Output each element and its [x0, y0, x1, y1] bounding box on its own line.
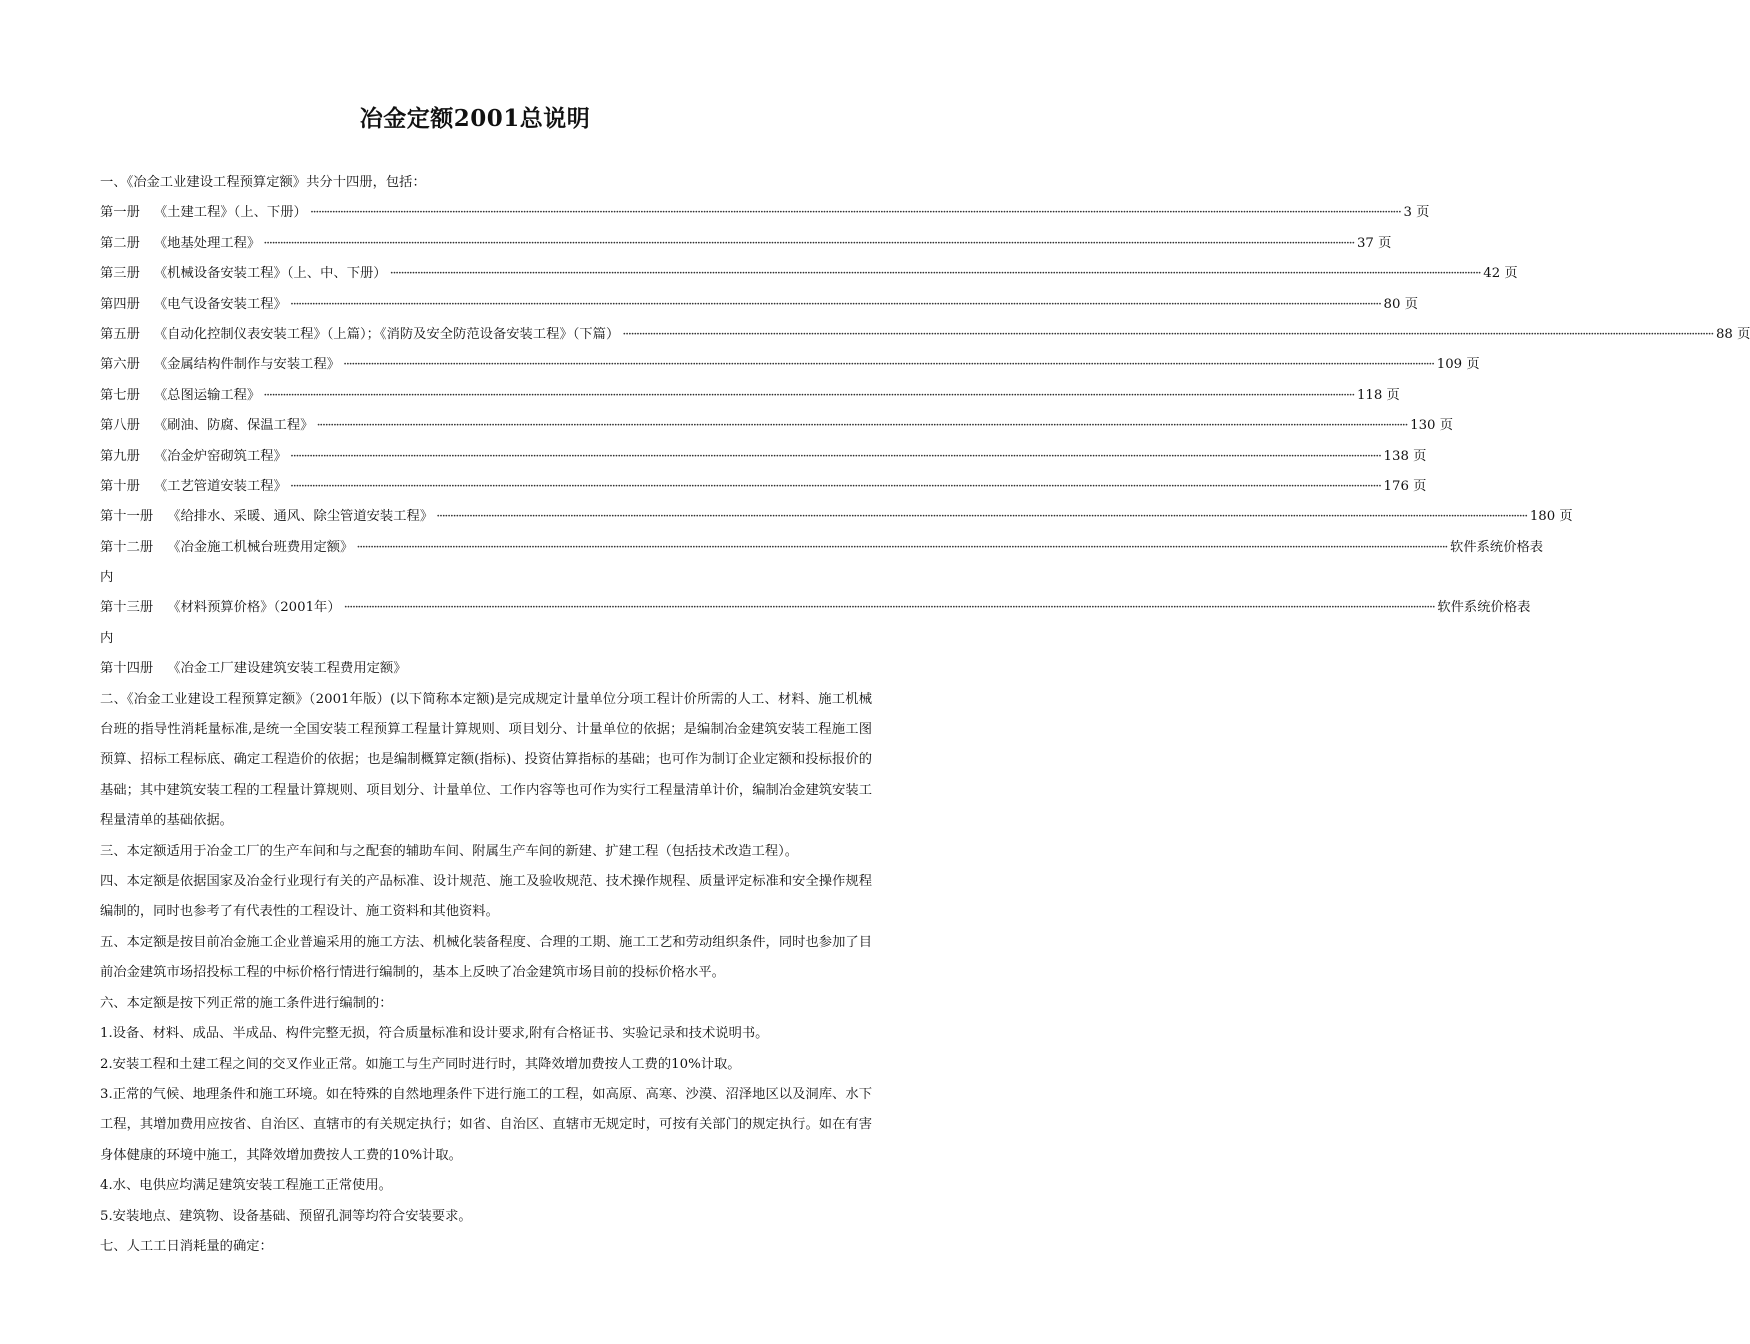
toc-last-entry — [100, 654, 872, 684]
document-body — [100, 168, 1750, 1262]
toc-title: 《地基处理工程》 — [153, 235, 261, 251]
toc-wrap-text: 内 — [100, 630, 114, 646]
toc-entry — [100, 533, 1544, 563]
toc-page-number: 138 页 — [1383, 448, 1427, 464]
toc-page-number: 88 页 — [1715, 326, 1750, 342]
toc-title: 《冶金施工机械台班费用定额》 — [167, 539, 354, 555]
page-title: 冶金定额2001总说明 — [359, 105, 591, 132]
paragraph: 五、本定额是按目前冶金施工企业普遍采用的施工方法、机械化装备程度、合理的工期、施工工艺和劳动组织条件，同时也参加了目前冶金建筑市场招投标工程的中标价格行情进行编制的，基本上反映了冶金建筑市场目前的投标价格水平。 — [100, 934, 872, 981]
paragraph: 二、《冶金工业建设工程预算定额》（2001年版）(以下简称本定额)是完成规定计量单位分项工程计价所需的人工、材料、施工机械台班的指导性消耗量标准,是统一全国安装工程预算工程量计算规则、项目划分、计量单位的依据；是编制冶金建筑安装工程施工图预算、招标工程标底、确定工程造价的依据；也是编制概算定额(指标)、投资估算指标的基础；也可作为制订企业定额和投标报价的基础；其中建筑安装工程的工程量计算规则、项目划分、计量单位、工作内容等也可作为实行工程量清单计价，编制冶金建筑安装工程量清单的基础依据。 — [100, 691, 872, 829]
paragraph: 5.安装地点、建筑物、设备基础、预留孔洞等均符合安装要求。 — [100, 1208, 472, 1224]
toc-page-number: 80 页 — [1383, 296, 1418, 312]
toc-volume: 第九册 — [100, 448, 140, 464]
paragraph: 七、人工工日消耗量的确定： — [100, 1238, 273, 1254]
paragraph: 1.设备、材料、成品、半成品、构件完整无损，符合质量标准和设计要求,附有合格证书、实验记录和技术说明书。 — [100, 1026, 769, 1042]
toc-volume: 第十册 — [100, 478, 140, 494]
toc-entry — [100, 411, 1454, 441]
toc-leader-dots: ················································································································································································································································································································································································································ — [289, 448, 1381, 464]
toc-title: 《工艺管道安装工程》 — [153, 478, 287, 494]
toc-entry — [100, 198, 1430, 228]
toc-leader-dots: ················································································································································································································································································································································································································ — [343, 600, 1435, 616]
toc-volume: 第八册 — [100, 418, 140, 434]
toc-title: 《给排水、采暖、通风、除尘管道安装工程》 — [167, 509, 434, 525]
toc-leader-dots: ················································································································································································································································································································································································································ — [622, 326, 1713, 342]
toc-title: 《自动化控制仪表安装工程》（上篇）；《消防及安全防范设备安装工程》（下篇） — [153, 326, 620, 342]
toc-page-number: 176 页 — [1383, 478, 1427, 494]
toc-leader-dots: ················································································································································································································································································································································································································ — [343, 357, 1434, 373]
toc-leader-dots: ················································································································································································································································································································································································································ — [356, 539, 1448, 555]
toc-page-number: 软件系统价格表 — [1437, 600, 1531, 616]
toc-volume: 第一册 — [100, 205, 140, 221]
toc-volume: 第十四册 — [100, 661, 154, 677]
table-of-contents-continued — [100, 533, 1544, 655]
toc-entry — [100, 381, 1400, 411]
toc-page-number: 37 页 — [1356, 235, 1392, 251]
toc-volume: 第十三册 — [100, 600, 154, 616]
toc-wrap-text: 内 — [100, 570, 114, 586]
intro-line: 一、《冶金工业建设工程预算定额》共分十四册，包括： — [100, 175, 426, 190]
toc-entry — [100, 320, 1750, 350]
toc-volume: 第二册 — [100, 235, 140, 251]
toc-page-number: 180 页 — [1529, 509, 1573, 525]
paragraph: 4.水、电供应均满足建筑安装工程施工正常使用。 — [100, 1178, 392, 1194]
toc-title: 《材料预算价格》（2001年） — [167, 600, 341, 616]
toc-leader-dots: ················································································································································································································································································································································································································ — [263, 235, 1354, 251]
paragraph: 3.正常的气候、地理条件和施工环境。如在特殊的自然地理条件下进行施工的工程，如高原、高寒、沙漠、沼泽地区以及洞库、水下工程，其增加费用应按省、自治区、直辖市的有关规定执行；如省、自治区、直辖市无规定时，可按有关部门的规定执行。如在有害身体健康的环境中施工，其降效增加费按人工费的10%计取。 — [100, 1086, 872, 1163]
toc-volume: 第四册 — [100, 296, 140, 312]
toc-title: 《土建工程》（上、下册） — [153, 205, 307, 221]
toc-entry — [100, 259, 1518, 289]
toc-entry — [100, 502, 1573, 532]
toc-title: 《刷油、防腐、保温工程》 — [153, 418, 314, 434]
paragraph: 六、本定额是按下列正常的施工条件进行编制的： — [100, 995, 393, 1011]
toc-volume: 第十一册 — [100, 509, 154, 525]
toc-page-number: 42 页 — [1483, 266, 1518, 282]
toc-entry — [100, 350, 1480, 380]
toc-entry — [100, 290, 1418, 320]
toc-title: 《电气设备安装工程》 — [153, 296, 287, 312]
paragraph: 四、本定额是依据国家及冶金行业现行有关的产品标准、设计规范、施工及验收规范、技术操作规程、质量评定标准和安全操作规程编制的，同时也参考了有代表性的工程设计、施工资料和其他资料。 — [100, 874, 872, 920]
toc-leader-dots: ················································································································································································································································································································································································································ — [289, 296, 1381, 312]
toc-volume: 第六册 — [100, 357, 140, 373]
toc-volume: 第十二册 — [100, 539, 154, 555]
toc-page-number: 118 页 — [1356, 387, 1400, 403]
toc-leader-dots: ················································································································································································································································································································································································································ — [309, 205, 1401, 221]
table-of-contents — [100, 198, 1750, 532]
toc-volume: 第七册 — [100, 387, 140, 403]
toc-leader-dots: ················································································································································································································································································································································································································ — [289, 478, 1381, 494]
explanation-paragraphs — [100, 685, 872, 1263]
toc-leader-dots: ················································································································································································································································································································································································································ — [263, 387, 1354, 403]
toc-page-number: 软件系统价格表 — [1450, 539, 1544, 555]
toc-leader-dots: ················································································································································································································································································································································································································ — [389, 266, 1481, 282]
toc-entry — [100, 472, 1427, 502]
toc-entry — [100, 229, 1392, 259]
toc-entry — [100, 593, 1531, 623]
toc-volume: 第五册 — [100, 326, 140, 342]
toc-page-number: 109 页 — [1436, 357, 1480, 373]
paragraph: 三、本定额适用于冶金工厂的生产车间和与之配套的辅助车间、附属生产车间的新建、扩建工程（包括技术改造工程）。 — [100, 843, 799, 859]
toc-page-number: 130 页 — [1410, 418, 1454, 434]
toc-title: 《冶金炉窑砌筑工程》 — [153, 448, 287, 464]
toc-title: 《冶金工厂建设建筑安装工程费用定额》 — [167, 661, 407, 677]
toc-leader-dots: ················································································································································································································································································································································································································ — [316, 418, 1408, 434]
toc-page-number: 3 页 — [1403, 205, 1430, 221]
toc-volume: 第三册 — [100, 266, 140, 282]
paragraph: 2.安装工程和土建工程之间的交叉作业正常。如施工与生产同时进行时，其降效增加费按人工费的10%计取。 — [100, 1056, 741, 1072]
toc-title: 《金属结构件制作与安装工程》 — [153, 357, 341, 373]
toc-title: 《总图运输工程》 — [153, 387, 261, 403]
toc-leader-dots: ················································································································································································································································································································································································································ — [436, 509, 1527, 525]
toc-title: 《机械设备安装工程》（上、中、下册） — [153, 266, 387, 282]
toc-entry — [100, 442, 1427, 472]
